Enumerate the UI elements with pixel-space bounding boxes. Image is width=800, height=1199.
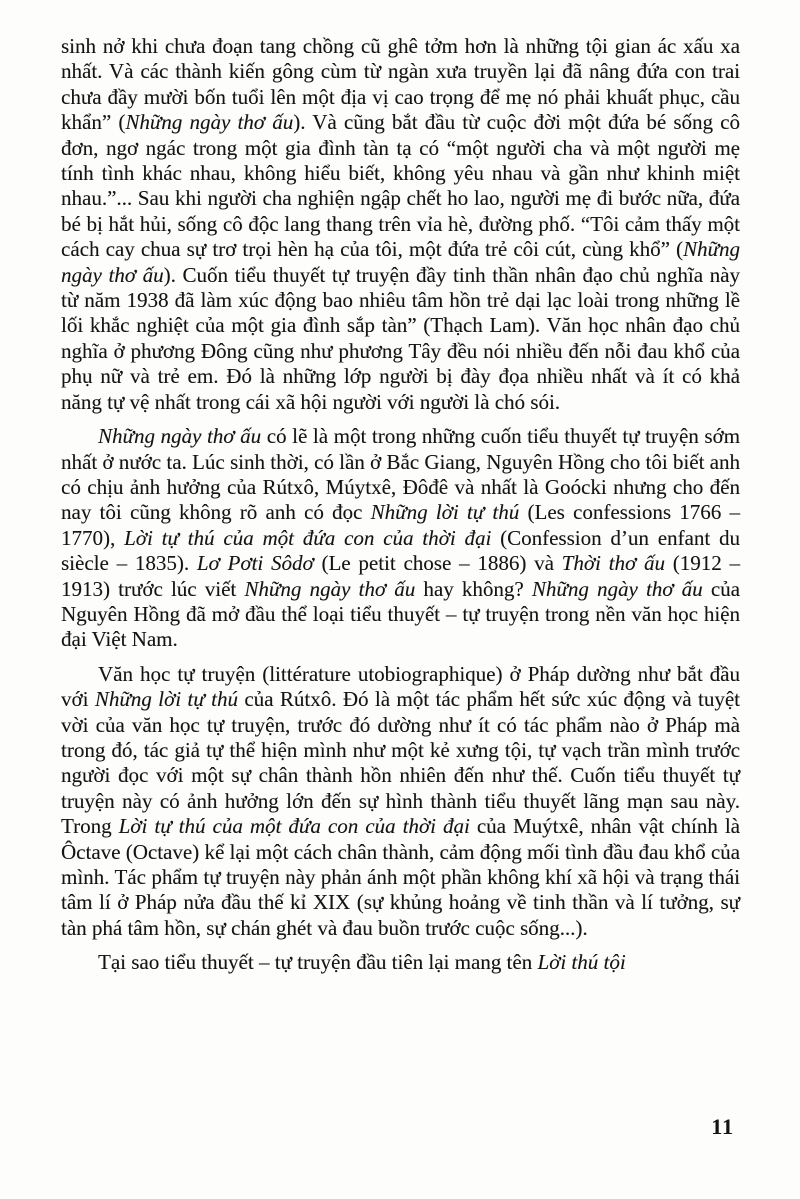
- text-run: của Nguyên Hồng đã mở đầu thể loại tiểu thuyết – tự truyện trong nền văn học hiện đại Việt Nam.: [61, 576, 740, 652]
- text-run: Tại sao tiểu thuyết – tự truyện đầu tiên lại mang tên: [98, 950, 538, 975]
- text-run: của Rútxô. Đó là một tác phẩm hết sức xúc động và tuyệt vời của văn học tự truyện, trước đó dường như ít có tác phẩm nào ở Pháp mà trong đó, tác giả tự thể hiện mình như một kẻ xưng tội, tự vạch trần mình trước người đọc với một sự chân thành hồn nhiên đến như thế. Cuốn tiểu thuyết tự truyện này có ảnh hưởng lớn đến sự hình thành tiểu thuyết lãng mạn sau này. Trong: [61, 687, 740, 839]
- italic-text-run: Lơ Pơti Sôdơ: [196, 551, 314, 576]
- italic-text-run: Những ngày thơ ấu: [61, 237, 740, 287]
- text-run: sinh nở khi chưa đoạn tang chồng cũ ghê tởm hơn là những tội gian ác xấu xa nhất. Và các thành kiến gông cùm từ ngàn xưa truyền lại đã nâng đứa con trai chưa đầy mười bốn tuổi lên một địa vị cao trọng để mẹ nó phải khuất phục, cầu khẩn” (: [61, 34, 740, 135]
- italic-text-run: Những ngày thơ ấu: [125, 110, 294, 135]
- italic-text-run: Lời tự thú của một đứa con của thời đại: [124, 525, 492, 550]
- paragraph-1: [61, 34, 740, 415]
- paragraph-3: [61, 662, 740, 941]
- text-run: ). Và cũng bắt đầu từ cuộc đời một đứa bé sống cô đơn, ngơ ngác trong một gia đình tàn tạ có “một người cha và một người mẹ tính tình khác nhau, không hiểu biết, không yêu nhau và gần như khinh miệt nhau.”... Sau khi người cha nghiện ngập chết ho lao, người mẹ đi bước nữa, đứa bé bị hắt hủi, sống cô độc lang thang trên vỉa hè, đường phố. “Tôi cảm thấy một cách cay chua sự trơ trọi hèn hạ của tôi, một đứa trẻ côi cút, cùng khổ” (: [61, 110, 741, 262]
- text-run: (1912 – 1913) trước lúc viết: [61, 551, 741, 601]
- italic-text-run: Những lời tự thú: [370, 500, 520, 525]
- page-number: 11: [711, 1114, 734, 1139]
- text-run: (Les confessions 1766 – 1770),: [61, 500, 740, 550]
- text-run: có lẽ là một trong những cuốn tiểu thuyết tự truyện sớm nhất ở nước ta. Lúc sinh thời, có lần ở Bắc Giang, Nguyên Hồng cho tôi biết anh có chịu ảnh hưởng của Rútxô, Múytxê, Đôđê và nhất là Goócki nhưng cho đến nay tôi cũng không rõ anh có đọc: [61, 424, 740, 525]
- italic-text-run: Những ngày thơ ấu: [531, 576, 703, 601]
- italic-text-run: Những ngày thơ ấu: [244, 576, 416, 601]
- text-run: (Confession d’un enfant du siècle – 1835).: [61, 525, 740, 576]
- text-run: Văn học tự truyện (littérature utobiographique) ở Pháp dường như bắt đầu với: [61, 661, 740, 712]
- text-run: ). Cuốn tiểu thuyết tự truyện đầy tinh thần nhân đạo chủ nghĩa này từ năm 1938 đã làm xúc động bao nhiêu tâm hồn trẻ dại lạc loài trong những lề lối khắc nghiệt của một gia đình sắp tàn” (Thạch Lam). Văn học nhân đạo chủ nghĩa ở phương Đông cũng như phương Tây đều nói nhiều đến nỗi đau khổ của phụ nữ và trẻ em. Đó là những lớp người bị đày đọa nhiều nhất và ít có khả năng tự vệ nhất trong cái xã hội người với người là chó sói.: [61, 262, 740, 414]
- text-run: (Le petit chose – 1886) và: [313, 551, 562, 576]
- italic-text-run: Những ngày thơ ấu: [98, 424, 262, 449]
- paragraph-4: [61, 950, 740, 975]
- text-block: [61, 34, 740, 976]
- italic-text-run: Lời tự thú của một đứa con của thời đại: [118, 814, 470, 839]
- italic-text-run: Những lời tự thú: [94, 687, 238, 712]
- italic-text-run: Thời thơ ấu: [561, 551, 665, 576]
- text-run: của Muýtxê, nhân vật chính là Ôctave (Octave) kể lại một cách chân thành, cảm động mối tình đầu đau khổ của mình. Tác phẩm tự truyện này phản ánh một phần không khí xã hội và trạng thái tâm lí ở Pháp nửa đầu thế kỉ XIX (sự khủng hoảng về tinh thần và lí tưởng, sự tàn phá tâm hồn, sự chán ghét và đau buồn trước cuộc sống...).: [61, 814, 740, 940]
- italic-text-run: Lời thú tội: [537, 950, 626, 975]
- text-run: hay không?: [415, 576, 532, 601]
- paragraph-2: [61, 424, 740, 653]
